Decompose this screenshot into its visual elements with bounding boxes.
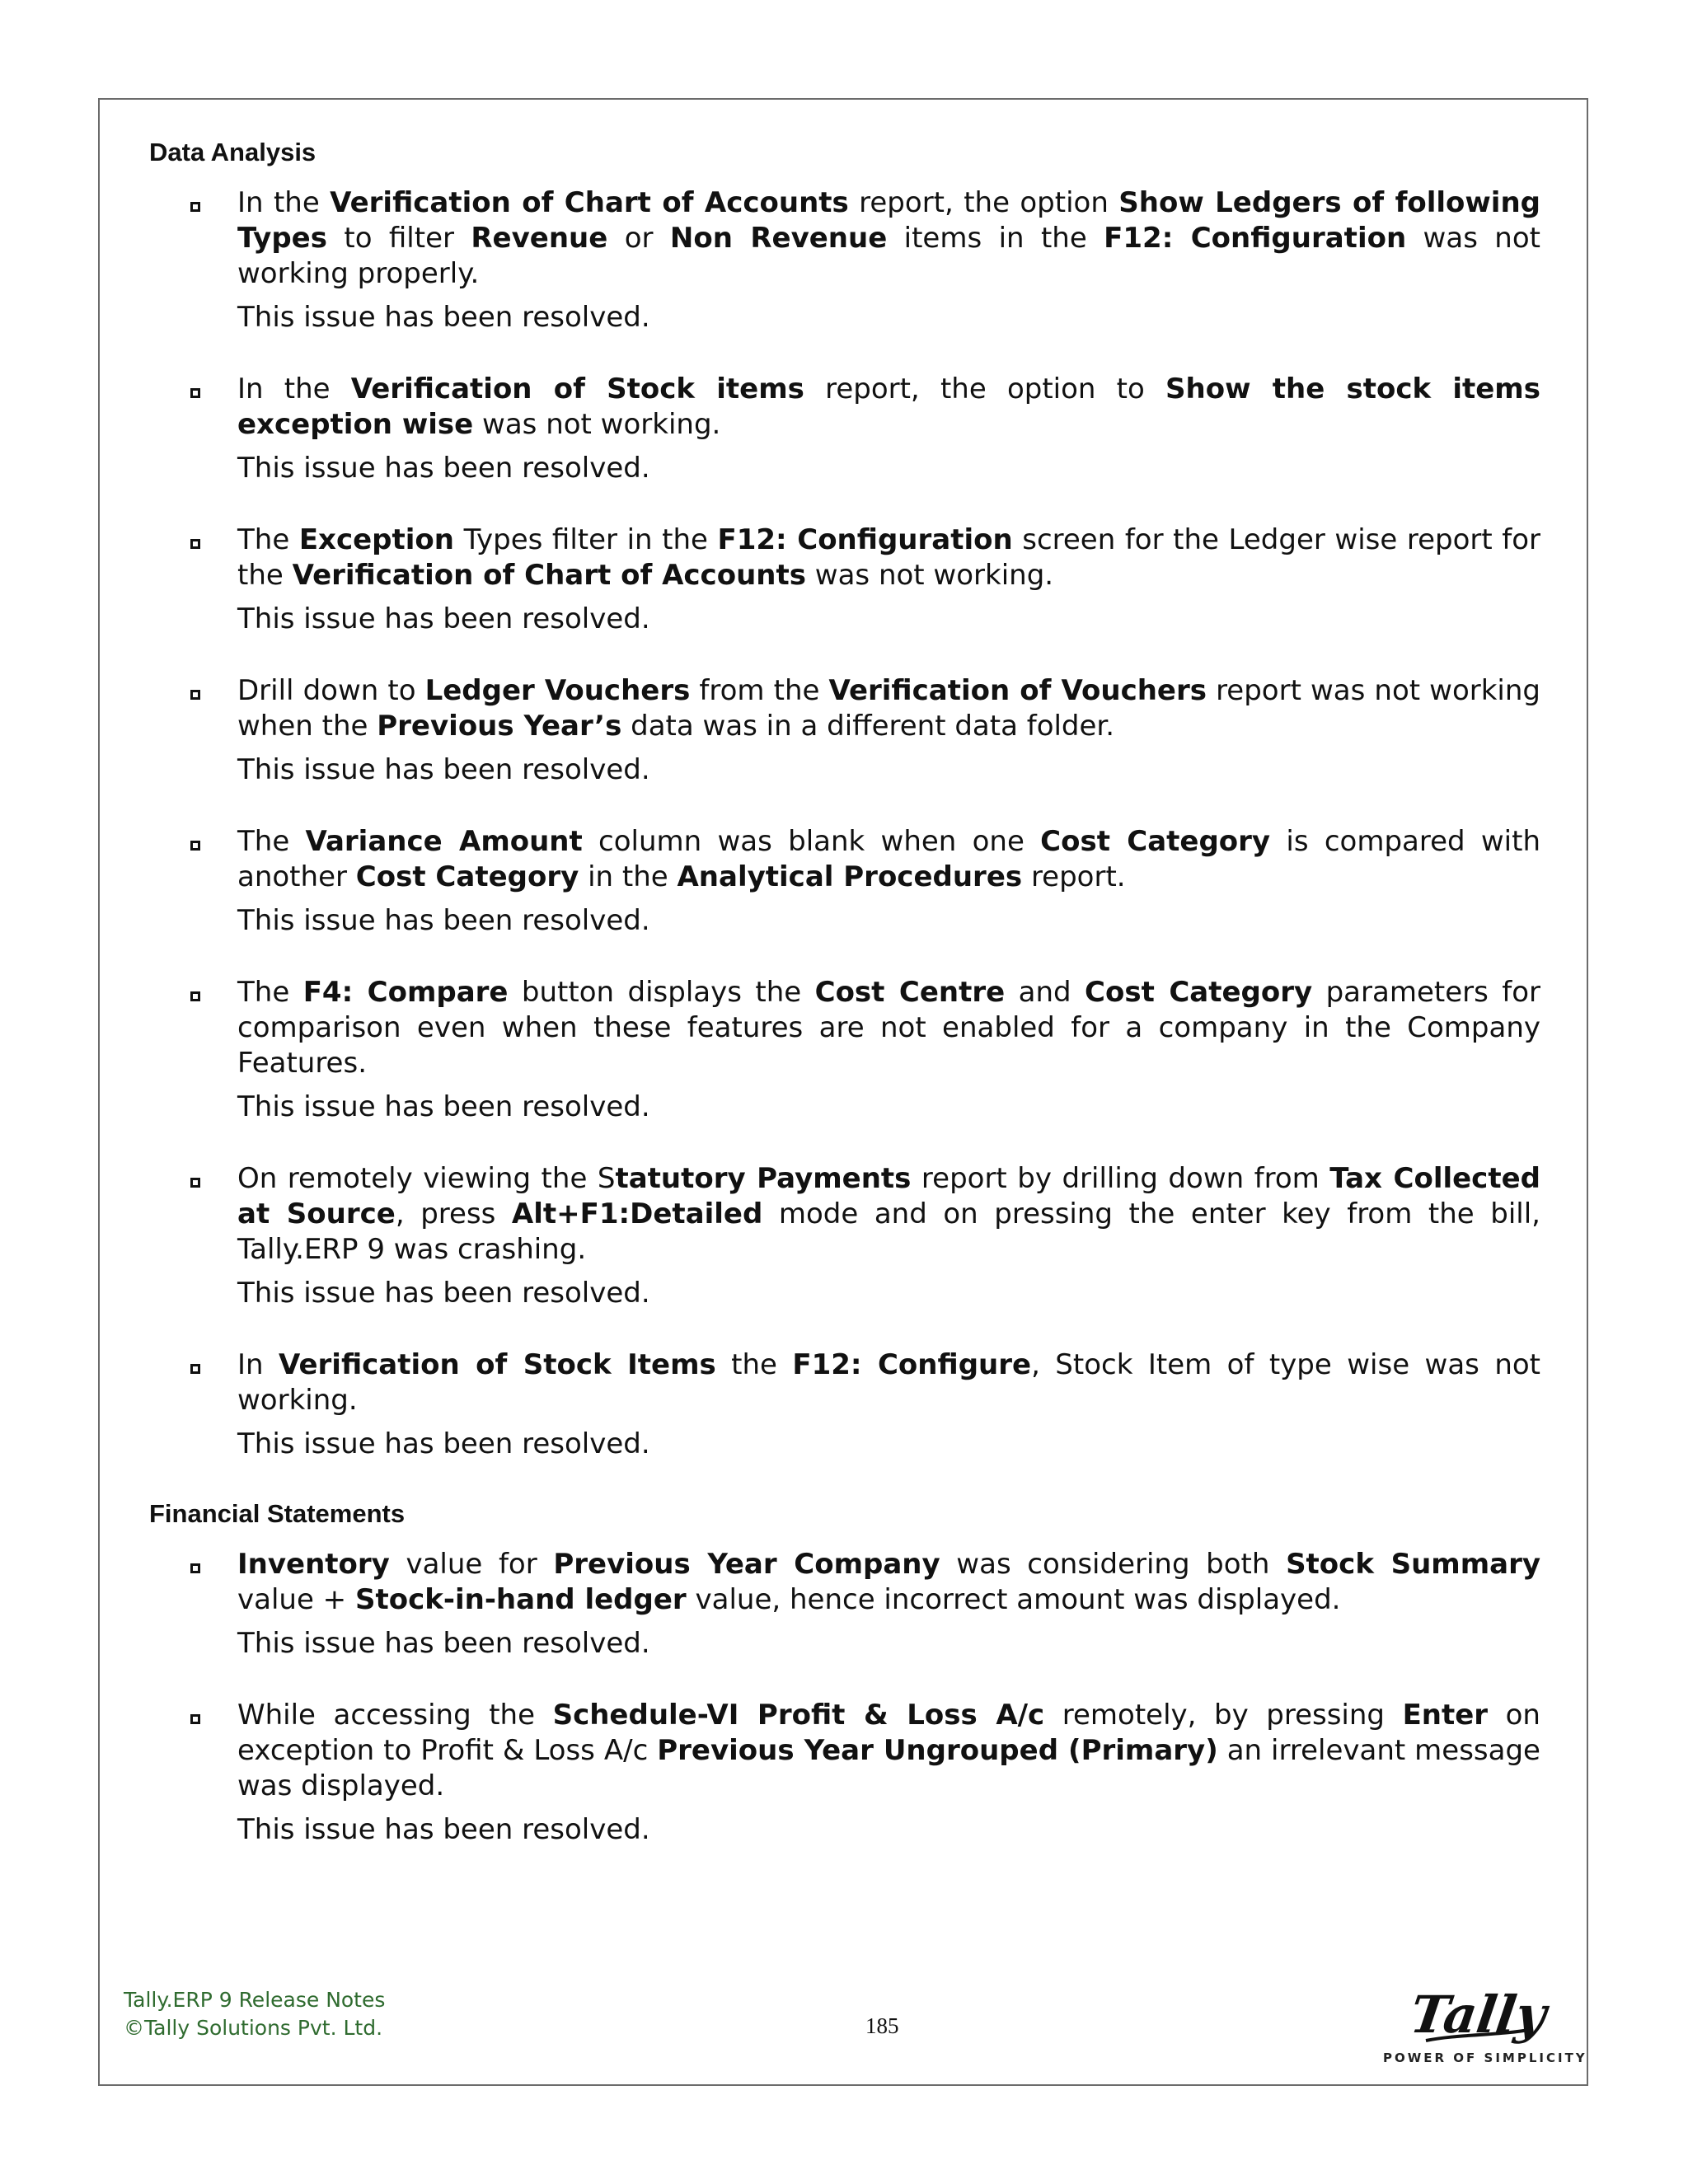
list-item: [149, 1161, 1540, 1311]
resolution-text: This issue has been resolved.: [237, 1427, 650, 1461]
square-bullet-icon: [190, 690, 200, 700]
bold-term: F12: Configure: [792, 1348, 1032, 1382]
list-item: [149, 185, 1540, 335]
bold-term: Previous Year’s: [377, 710, 622, 743]
issue-text: In Verification of Stock Items the F12: Configure, Stock Item of type wise was not working.: [237, 1348, 1541, 1418]
section-heading-data-analysis: Data Analysis: [149, 138, 316, 166]
resolution-text: This issue has been resolved.: [237, 1090, 650, 1124]
bold-term: F12: Configuration: [1104, 222, 1407, 255]
list-item: [149, 824, 1540, 939]
resolution-text: This issue has been resolved.: [237, 1277, 650, 1310]
issue-text: The F4: Compare button displays the Cost Centre and Cost Category parameters for comparison even when these features are not enabled for a company in the Company Features.: [237, 976, 1540, 1080]
square-bullet-icon: [190, 991, 200, 1001]
bold-term: Previous Year Ungrouped (Primary): [657, 1734, 1218, 1768]
square-bullet-icon: [190, 1563, 200, 1573]
issue-text: The Variance Amount column was blank when one Cost Category is compared with another Cost Category in the Analytical Procedures report.: [237, 825, 1541, 894]
bold-term: F4: Compare: [302, 976, 509, 1010]
resolution-text: This issue has been resolved.: [237, 1627, 650, 1661]
issue-list-financial-statements: [149, 1547, 1540, 1848]
square-bullet-icon: [190, 841, 200, 851]
bold-term: Cost Category: [1085, 976, 1313, 1010]
bold-term: Cost Category: [355, 860, 579, 894]
footer-left: [124, 1986, 385, 2042]
logo-tagline: POWER OF SIMPLICITY: [1383, 2050, 1587, 2065]
bold-term: Previous Year Company: [553, 1548, 940, 1582]
bold-term: Verification of Vouchers: [828, 674, 1207, 708]
bold-term: Revenue: [471, 222, 608, 255]
list-item: [149, 1347, 1540, 1462]
section-heading-financial-statements: Financial Statements: [149, 1499, 406, 1529]
bold-term: Show Ledgers of following Types: [237, 186, 1540, 255]
page-number: 185: [865, 2013, 899, 2038]
list-item: [149, 372, 1540, 486]
bold-term: Show the stock items exception wise: [237, 373, 1540, 442]
bold-term: F12: Configuration: [717, 523, 1013, 557]
bold-term: Cost Category: [1040, 825, 1271, 859]
bold-term: Cost Centre: [814, 976, 1006, 1010]
resolution-text: This issue has been resolved.: [237, 452, 650, 485]
bold-term: Verification of Stock items: [350, 373, 804, 406]
bold-term: Verification of Stock Items: [279, 1348, 716, 1382]
list-item: [149, 523, 1540, 637]
issue-text: Drill down to Ledger Vouchers from the Verification of Vouchers report was not working when the Previous Year’s data was in a different data folder.: [237, 674, 1541, 743]
issue-text: Inventory value for Previous Year Company was considering both Stock Summary value + Stock-in-hand ledger value, hence incorrect amount was displayed.: [237, 1548, 1541, 1617]
bold-term: Ledger Vouchers: [424, 674, 691, 708]
issue-text: In the Verification of Chart of Accounts report, the option Show Ledgers of following Types to filter Revenue or Non Revenue items in the F12: Configuration was not working properly.: [237, 186, 1540, 291]
issue-text: On remotely viewing the Statutory Payments report by drilling down from Tax Collected at Source, press Alt+F1:Detailed mode and on pressing the enter key from the bill, Tally.ERP 9 was crashing.: [237, 1162, 1540, 1267]
list-item: [149, 975, 1540, 1125]
bold-term: Analytical Procedures: [677, 860, 1023, 894]
square-bullet-icon: [190, 1178, 200, 1188]
resolution-text: This issue has been resolved.: [237, 1813, 650, 1847]
square-bullet-icon: [190, 1714, 200, 1724]
resolution-text: This issue has been resolved.: [237, 753, 650, 787]
resolution-text: This issue has been resolved.: [237, 301, 650, 335]
square-bullet-icon: [190, 388, 200, 398]
list-item: [149, 1698, 1540, 1848]
bold-term: Inventory: [237, 1548, 390, 1582]
bold-term: Stock Summary: [1286, 1548, 1541, 1582]
resolution-text: This issue has been resolved.: [237, 602, 650, 636]
bold-term: Stock-in-hand ledger: [354, 1583, 687, 1617]
bold-term: Enter: [1402, 1699, 1489, 1732]
list-item: [149, 1547, 1540, 1661]
square-bullet-icon: [190, 539, 200, 549]
footer-doc-title: Tally.ERP 9 Release Notes: [124, 1988, 386, 2012]
issue-text: While accessing the Schedule-VI Profit & Loss A/c remotely, by pressing Enter on exception to Profit & Loss A/c Previous Year Ungrouped (Primary) an irrelevant message was displayed.: [237, 1699, 1540, 1803]
page-content: [149, 137, 1540, 1884]
resolution-text: This issue has been resolved.: [237, 904, 650, 938]
bold-term: Alt+F1:Detailed: [511, 1197, 763, 1231]
footer-copyright: ©Tally Solutions Pvt. Ltd.: [124, 2016, 383, 2040]
issue-text: The Exception Types filter in the F12: Configuration screen for the Ledger wise report for the Verification of Chart of Accounts was not working.: [237, 523, 1541, 593]
bold-term: Exception: [298, 523, 454, 557]
bold-term: Schedule-VI Profit & Loss A/c: [552, 1699, 1045, 1732]
square-bullet-icon: [190, 202, 200, 212]
bold-term: Non Revenue: [669, 222, 888, 255]
bold-term: Verification of Chart of Accounts: [330, 186, 849, 220]
bold-term: tatutory Payments: [615, 1162, 912, 1196]
bold-term: Verification of Chart of Accounts: [292, 559, 806, 593]
issue-text: In the Verification of Stock items report, the option to Show the stock items exception wise was not working.: [237, 373, 1540, 442]
issue-list-data-analysis: [149, 185, 1540, 1462]
bold-term: Tax Collected at Source: [237, 1162, 1540, 1231]
logo-wordmark: Tally: [1406, 1985, 1550, 2045]
square-bullet-icon: [190, 1364, 200, 1374]
list-item: [149, 673, 1540, 788]
bold-term: Variance Amount: [305, 825, 583, 859]
